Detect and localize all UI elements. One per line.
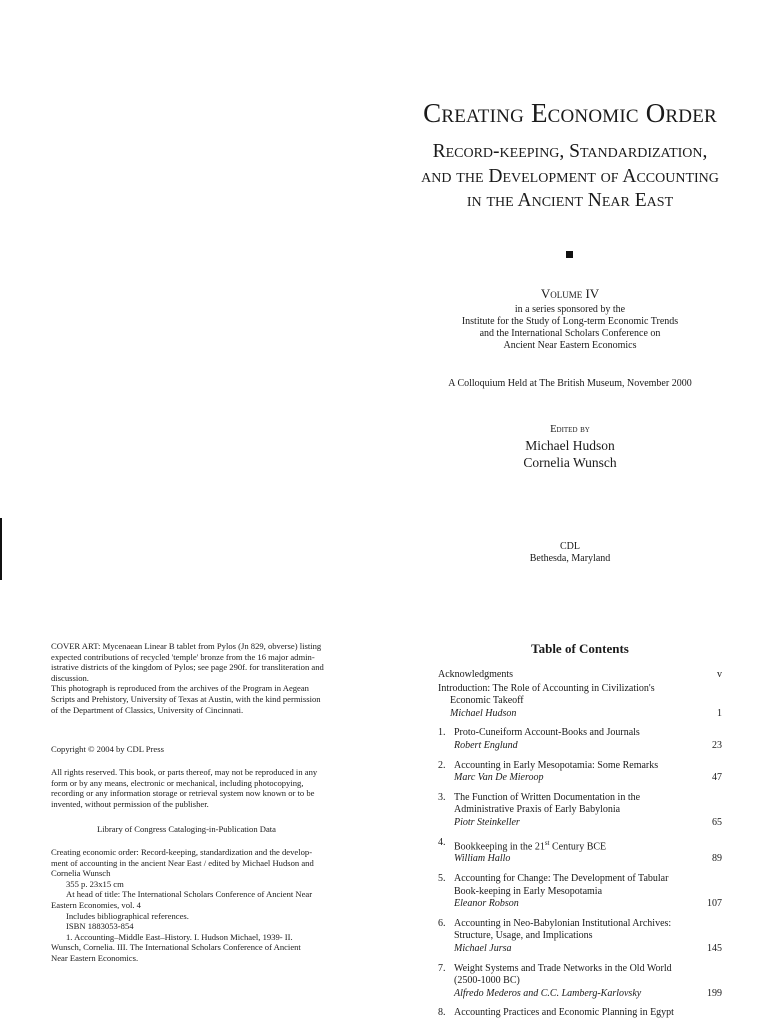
- text-line: Near Eastern Economics.: [51, 952, 139, 963]
- publisher-location: Bethesda, Maryland: [529, 553, 611, 564]
- toc-page-number: 47: [712, 772, 722, 784]
- toc-entry-title: Structure, Usage, and Implications: [454, 930, 593, 942]
- toc-page-number: v: [717, 669, 722, 680]
- editor-name: Cornelia Wunsch: [523, 455, 617, 470]
- toc-chapter-number: 6.: [438, 917, 446, 929]
- cataloging-data: [51, 847, 337, 964]
- toc-chapter-number: 1.: [438, 727, 446, 739]
- toc-chapter-number: 7.: [438, 962, 446, 974]
- toc-chapter-number: 3.: [438, 791, 446, 803]
- rights-notice: [51, 767, 337, 809]
- toc-chapter-number: 4.: [438, 836, 446, 848]
- toc-entry-title: Bookkeeping in the 21st Century BCE: [454, 838, 607, 852]
- subtitle-line: Record-keeping, Standardization,: [432, 141, 708, 162]
- text-line: 355 p. 23x15 cm: [66, 878, 124, 889]
- series-line: in a series sponsored by the: [514, 304, 626, 315]
- toc-entry-title: (2500-1000 BC): [454, 975, 520, 987]
- volume-label: Volume IV: [540, 286, 600, 301]
- toc-page-number: 199: [707, 987, 722, 999]
- toc-entry-title: Administrative Praxis of Early Babylonia: [454, 804, 621, 816]
- publisher-name: CDL: [560, 541, 580, 552]
- colloquium-note: A Colloquium Held at The British Museum, November 2000: [448, 378, 692, 389]
- subtitle-line: in the Ancient Near East: [466, 190, 674, 211]
- editor-name: Michael Hudson: [525, 438, 615, 453]
- toc-entry-title: Weight Systems and Trade Networks in the Old World: [454, 962, 672, 974]
- cover-art-note: [51, 641, 337, 715]
- series-line: Ancient Near Eastern Economics: [503, 340, 637, 351]
- toc-entry-chapter: [438, 760, 722, 785]
- toc-entry-chapter: [438, 1007, 722, 1020]
- toc-page-number: 1: [717, 707, 722, 719]
- text-line: Wunsch, Cornelia. III. The International Scholars Conference of Ancient: [51, 942, 301, 953]
- text-line: invented, without permission of the publisher.: [51, 798, 209, 809]
- toc-entry-title: Acknowledgments: [438, 669, 513, 680]
- toc-heading: Table of Contents: [531, 641, 629, 656]
- series-note: [370, 304, 768, 352]
- toc-chapter-number: 8.: [438, 1007, 446, 1019]
- toc-entry-title: The Function of Written Documentation in the: [454, 791, 641, 803]
- toc-entry-author: Piotr Steinkeller: [454, 816, 520, 828]
- book-subtitle: [370, 140, 768, 214]
- toc-page-number: 107: [707, 898, 722, 910]
- text-line: ment of accounting in the ancient Near East / edited by Michael Hudson and: [51, 857, 314, 868]
- page-edge-mark: [0, 518, 2, 580]
- toc-entry-author: Michael Hudson: [450, 707, 517, 719]
- toc-chapter-number: 2.: [438, 759, 446, 771]
- toc-entry-author: William Hallo: [454, 853, 511, 865]
- toc-entry-author: Eleanor Robson: [454, 898, 519, 910]
- toc-entry-author: Michael Jursa: [454, 943, 512, 955]
- toc-chapter-number: 5.: [438, 873, 446, 885]
- toc-entry-title: Accounting in Early Mesopotamia: Some Remarks: [454, 759, 659, 771]
- text-line: At head of title: The International Scholars Conference of Ancient Near: [66, 889, 313, 900]
- text-line: Creating economic order: Record-keeping, standardization and the develop-: [51, 847, 313, 857]
- toc-page-number: 23: [712, 739, 722, 751]
- toc-entry-title: Accounting for Change: The Development of Tabular: [454, 873, 669, 885]
- toc-entry-title: Economic Takeoff: [450, 695, 524, 707]
- text-line: Includes bibliographical references.: [66, 910, 189, 921]
- series-line: and the International Scholars Conference on: [479, 328, 661, 339]
- toc-entry-chapter: [438, 727, 722, 752]
- text-line: discussion.: [51, 672, 89, 683]
- toc-entry-chapter: [438, 873, 722, 911]
- text-line: Eastern Economies, vol. 4: [51, 899, 141, 910]
- toc-entry-introduction: [438, 683, 722, 721]
- toc-entry-chapter: [438, 792, 722, 830]
- toc-entry-title: Accounting in Neo-Babylonian Institutional Archives:: [454, 917, 672, 929]
- text-line: COVER ART: Mycenaean Linear B tablet from Pylos (Jn 829, obverse) listing: [51, 641, 322, 651]
- toc-entry-author: Robert Englund: [454, 739, 518, 751]
- text-line: expected contributions of recycled 'temple' bronze from the 16 major admin-: [51, 651, 315, 662]
- toc-entry-chapter: [438, 918, 722, 956]
- toc-page-number: 89: [712, 853, 722, 865]
- text-line: ISBN 1883053-854: [66, 921, 134, 932]
- subtitle-line: and the Development of Accounting: [421, 165, 719, 187]
- table-of-contents: [438, 669, 722, 1027]
- toc-entry-title: Accounting Practices and Economic Planning in Egypt: [454, 1007, 674, 1019]
- toc-entry-chapter: [438, 837, 722, 867]
- toc-entry-title: Introduction: The Role of Accounting in Civilization's: [438, 682, 655, 694]
- text-line: Cornelia Wunsch: [51, 868, 111, 879]
- toc-page-number: 65: [712, 816, 722, 828]
- text-line: form or by any means, electronic or mechanical, including photocopying,: [51, 777, 304, 788]
- toc-entry-title: Book-keeping in Early Mesopotamia: [454, 885, 603, 897]
- text-line: istrative districts of the kingdom of Pylos; see page 290f. for transliteration and: [51, 662, 324, 673]
- text-line: 1. Accounting–Middle East–History. I. Hudson Michael, 1939- II.: [66, 931, 293, 942]
- ornament-square: [566, 251, 573, 258]
- toc-entry-author: Alfredo Mederos and C.C. Lamberg-Karlovsky: [454, 987, 642, 999]
- toc-entry-title: Proto-Cuneiform Account-Books and Journals: [454, 727, 640, 739]
- text-line: Scripts and Prehistory, University of Texas at Austin, with the kind permission: [51, 693, 321, 704]
- copyright-line: Copyright © 2004 by CDL Press: [51, 744, 164, 754]
- toc-entry-chapter: [438, 963, 722, 1001]
- text-line: This photograph is reproduced from the archives of the Program in Aegean: [51, 683, 309, 694]
- book-title: Creating Economic Order: [423, 98, 717, 128]
- toc-entry-author: Marc Van De Mieroop: [454, 772, 544, 784]
- text-line: All rights reserved. This book, or parts thereof, may not be reproduced in any: [51, 767, 318, 777]
- toc-entry-acknowledgments: [438, 669, 722, 682]
- cataloging-heading: Library of Congress Cataloging-in-Publication Data: [97, 824, 276, 834]
- toc-page-number: 145: [707, 943, 722, 955]
- text-line: of the Department of Classics, University of Cincinnati.: [51, 704, 244, 715]
- edited-by-label: Edited by: [550, 424, 590, 435]
- series-line: Institute for the Study of Long-term Economic Trends: [461, 316, 679, 327]
- text-line: recording or any information storage or retrieval system now known or to be: [51, 788, 315, 799]
